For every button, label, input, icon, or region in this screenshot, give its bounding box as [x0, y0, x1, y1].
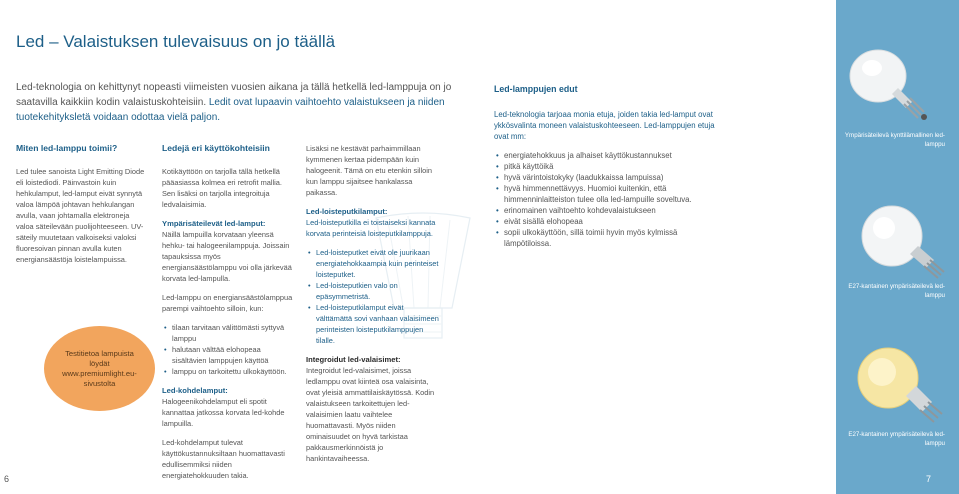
col2-sub2: Led-kohdelamput: — [162, 386, 228, 395]
candle-bulb-icon — [846, 44, 936, 124]
list-item: • Led-loisteputkilamput eivät välttämättä sovi vanhaan valaisimeen perinteisten loisteputkilamppujen tilalle. — [306, 302, 441, 346]
list-item: • eivät sisällä elohopeaa — [494, 216, 724, 227]
benefits-section — [494, 84, 724, 249]
list-item: • Led-loisteputket eivät ole juurikaan energiatehokkaampia kuin perinteiset loisteputket. — [306, 247, 441, 280]
col1-heading: Miten led-lamppu toimii? — [16, 143, 118, 153]
col2-p2: Näillä lampuilla korvataan yleensä hehku- tai halogeenilamppuja. Joissain tapauksissa myös energiansäästölamppu voi olla järkevää korvata led-lampulla. — [162, 230, 292, 283]
list-item: • hyvä värintoistokyky (laadukkaissa lampuissa) — [494, 172, 724, 183]
intro-text: Led-teknologia on kehittynyt nopeasti viimeisten vuosien aikana ja tällä hetkellä led-lamppuja on jo saatavilla kaikkiin kodin valaistuskohteisiin. — [16, 82, 452, 108]
list-item: • hyvä himmennettävyys. Huomioi kuitenkin, että himmenninlaitteiston tulee olla led-lampuille soveltuva. — [494, 183, 724, 205]
col2-list — [162, 322, 295, 377]
col3-p1: Lisäksi ne kestävät parhaimmillaan kymmenen kertaa pidempään kuin halogeenit. Tämä on etu etenkin silloin kun lamppu sijaitsee hankalassa paikassa. — [306, 144, 432, 197]
list-item: • pitkä käyttöikä — [494, 161, 724, 172]
col3-list — [306, 247, 441, 346]
e27-warm-bulb-icon — [848, 342, 952, 426]
col3-p3: Integroidut led-valaisimet, joissa ledlamppu ovat kiinteä osa valaisinta, ovat yleisiä ammattilaiskäytössä. Kodin valaistukseen tarkoitettujen led-valaisimien laatu vaihtelee huomattavasti. Myös niiden ominaisuudet on hyvä tarkistaa pakkausmerkinnöistä jo hankintavaiheessa. — [306, 366, 435, 463]
list-item: • halutaan välttää elohopeaa sisältävien lamppujen käyttöä — [162, 344, 295, 366]
column-applications — [162, 143, 295, 481]
column-tubes-integrated — [306, 143, 441, 464]
col1-body: Led tulee sanoista Light Emitting Diode eli loistediodi. Päinvastoin kuin hehkulamput, led-lamput eivät synnytä valoa lämpöä johtavan hehkulangan avulla, vaan johtamalla elektroneja valoa säteilevään puolijohteeseen. UV-säteily muutetaan valkoiseksi valoksi fluoresoivan pinnan avulla kuten energiansäästöja loistelampuissa. — [16, 167, 145, 264]
caption-e27-bulb-2: E27-kantainen ympärisäteilevä led-lamppu — [848, 431, 945, 447]
col2-heading: Ledejä eri käyttökohteisiin — [162, 143, 270, 153]
col2-sub1: Ympärisäteilevät led-lamput: — [162, 219, 266, 228]
benefits-list — [494, 150, 724, 249]
col2-p3: Led-lamppu on energiansäästölamppua parempi vaihtoehto silloin, kun: — [162, 293, 293, 313]
benefits-heading: Led-lamppujen edut — [494, 84, 578, 94]
page-number-left: 6 — [4, 474, 10, 484]
intro-highlight: Ledit ovat lupaavin vaihtoehto valaistukseen ja niiden tuotekehityksletä voidaan odottaa vielä paljon. — [16, 97, 445, 123]
benefits-intro: Led-teknologia tarjoaa monia etuja, joiden takia led-lamput ovat ykkösvalinta moneen valaistuskohteeseen. Led-lamppujen etuja ovat mm: — [494, 110, 715, 141]
list-item: • lamppu on tarkoitettu ulkokäyttöön. — [162, 366, 295, 377]
col2-p4: Halogeenikohdelamput eli spotit kannattaa jatkossa korvata led-kohde lampuilla. — [162, 397, 285, 428]
info-circle-text: Testitietoa lampuista löydät www.premiumlight.eu-sivustolta — [62, 348, 137, 388]
list-item: • erinomainen vaihtoehto kohdevalaistukseen — [494, 205, 724, 216]
e27-bulb-icon — [852, 200, 956, 280]
col2-p1: Kotikäyttöön on tarjolla tällä hetkellä pääasiassa kolmea eri retrofit mallia. Sen lisäksi on tarjolla integroituja ledvalaisimia. — [162, 167, 282, 209]
column-how-led-works — [16, 143, 146, 265]
col2-p5: Led-kohdelamput tulevat käyttökustannuksiltaan huomattavasti edullisemmiksi niiden energiatehokkuuden takia. — [162, 438, 285, 480]
info-circle — [44, 326, 155, 411]
col3-sub1: Led-loisteputkilamput: — [306, 207, 388, 216]
col3-p2: Led-loisteputkilla ei toistaiseksi kannata korvata perinteisiä loisteputkilamppuja. — [306, 218, 436, 238]
list-item: • energiatehokkuus ja alhaiset käyttökustannukset — [494, 150, 724, 161]
intro-paragraph — [16, 80, 456, 125]
list-item: • Led-loisteputkien valo on epäsymmetristä. — [306, 280, 441, 302]
caption-e27-bulb-1: E27-kantainen ympärisäteilevä led-lamppu — [848, 283, 945, 299]
page-number-right: 7 — [926, 474, 932, 484]
page-title: Led – Valaistuksen tulevaisuus on jo täällä — [16, 32, 336, 51]
list-item: • tilaan tarvitaan välittömästi syttyvä lamppu — [162, 322, 295, 344]
col3-sub2: Integroidut led-valaisimet: — [306, 355, 401, 364]
list-item: • sopii ulkokäyttöön, sillä toimii hyvin myös kylmissä lämpötiloissa. — [494, 227, 724, 249]
caption-candle-bulb: Ympärisäteilevä kynttilämallinen led-lamppu — [844, 132, 945, 148]
